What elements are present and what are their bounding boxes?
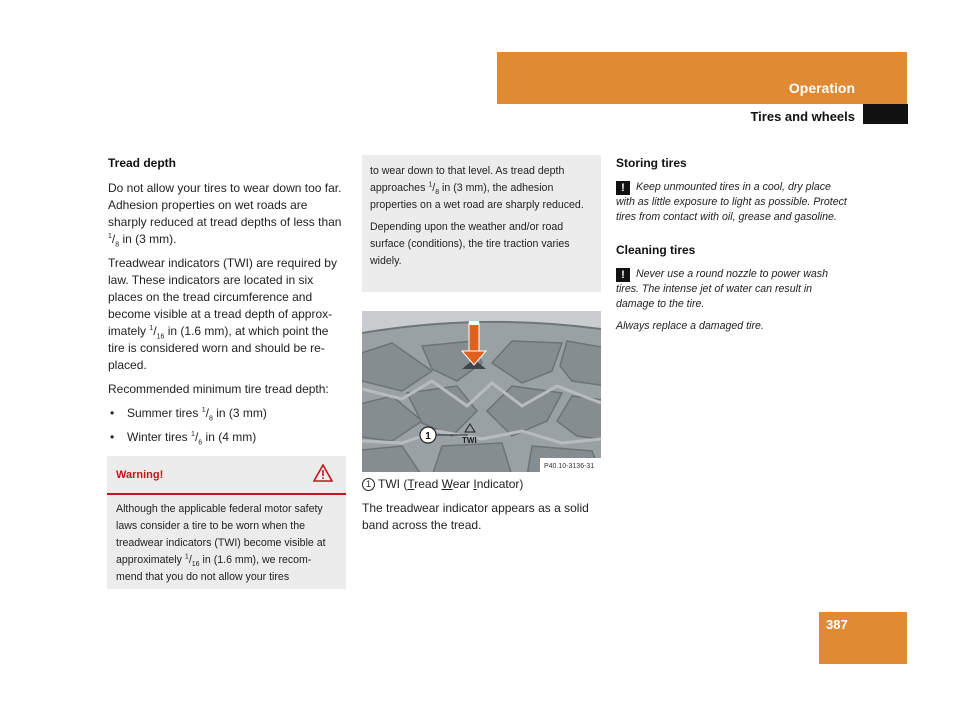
tread-depth-paragraph: Do not allow your tires to wear down too far. Adhesion properties on wet roads are sharply reduced at tread depths of less than $^1/_8$ in (3 mm).	[108, 181, 342, 249]
subsection-title: Tires and wheels	[750, 109, 855, 124]
header-black-tab	[863, 104, 908, 124]
warning-continuation-box	[362, 155, 601, 292]
continuation-paragraph: to wear down to that level. As tread depth approaches $^1/_8$ in (3 mm), the adhesion properties on a wet road are sharply reduced.	[370, 165, 584, 211]
image-code: P40.10-3136-31	[544, 463, 595, 470]
callout-circle: 1	[362, 478, 375, 491]
storing-note: ! Keep unmounted tires in a cool, dry place with as little exposure to light as possible. Protect tires from contact with oil, grease and gasoline.	[616, 181, 847, 223]
warning-triangle-icon	[313, 464, 333, 487]
header-band	[497, 52, 907, 104]
notice-icon: !	[616, 268, 630, 282]
tread-depth-heading: Tread depth	[108, 156, 177, 170]
tread-depth-section	[108, 155, 348, 453]
cleaning-tires-heading: Cleaning tires	[616, 243, 696, 257]
section-title: Operation	[788, 80, 855, 96]
storing-tires-heading: Storing tires	[616, 156, 687, 170]
storage-cleaning-section	[616, 155, 848, 341]
warning-header	[107, 456, 346, 495]
cleaning-note: ! Never use a round nozzle to power wash tires. The intense jet of water can result in damage to the tire.	[616, 268, 828, 310]
tread-list	[108, 405, 348, 446]
page-number: 387	[826, 617, 848, 632]
traction-paragraph: Depending upon the weather and/or road surface (conditions), the tire traction varies widely.	[370, 221, 570, 267]
treadwear-paragraph: The treadwear indicator appears as a solid band across the tread.	[362, 501, 589, 532]
warning-title: Warning!	[116, 469, 164, 481]
image-caption	[362, 476, 602, 541]
tire-tread-image	[362, 311, 601, 472]
recommended-paragraph: Recommended minimum tire tread depth:	[108, 382, 329, 396]
warning-body: Although the applicable federal motor safety laws consider a tire to be worn when the treadwear indicators (TWI) become visible at approximately $^1/_{16}$ in (1.6 mm), we recom-mend that you do not allow your tires	[116, 503, 326, 583]
caption-line: 1 TWI (Tread Wear Indicator)	[362, 476, 602, 493]
image-callout-number: 1	[425, 431, 431, 442]
replace-note: Always replace a damaged tire.	[616, 320, 764, 332]
twi-paragraph: Treadwear indicators (TWI) are required by law. These indicators are located in six places on the tread circumference and become visible at a tread depth of approx-imately $^1/_{16}$ in (1.6 mm), at which point the tire is considered worn and should be re-placed.	[108, 256, 337, 372]
warning-box	[107, 456, 346, 589]
notice-icon: !	[616, 181, 630, 195]
list-item: • Winter tires $^1/_6$ in (4 mm)	[108, 429, 348, 446]
page-number-tab	[819, 612, 907, 664]
list-item: • Summer tires $^1/_8$ in (3 mm)	[108, 405, 348, 422]
image-twi-label: TWI	[462, 436, 477, 445]
